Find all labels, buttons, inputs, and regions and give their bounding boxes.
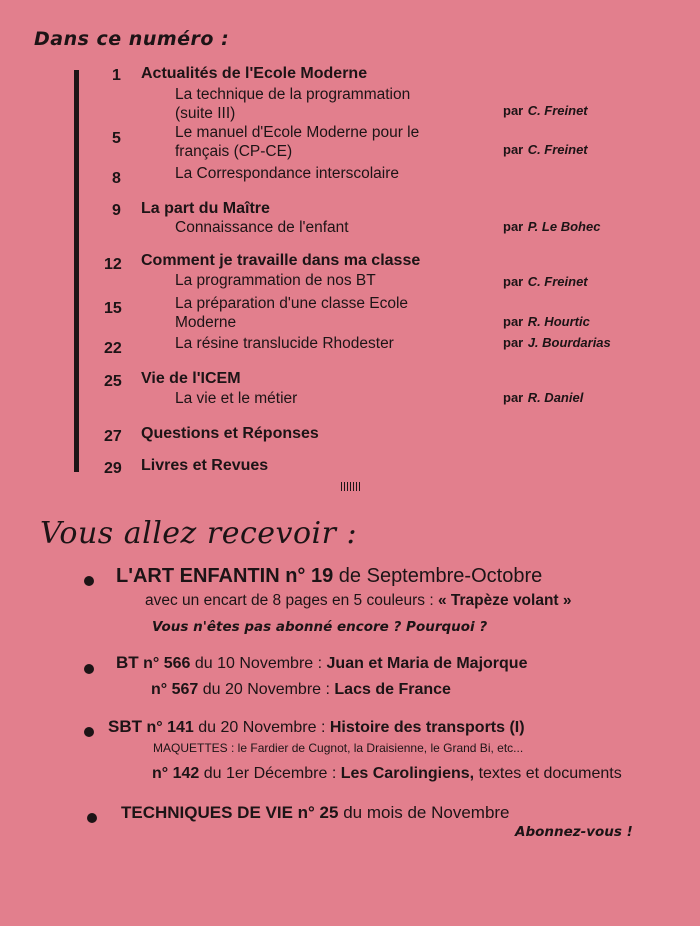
bt-line-2: n° 567 du 20 Novembre : Lacs de France <box>151 681 451 698</box>
toc-byline: par C. Freinet <box>503 103 588 118</box>
bullet-icon <box>84 664 94 674</box>
bullet-icon <box>87 813 97 823</box>
abonnez-vous: Abonnez-vous ! <box>515 824 633 840</box>
sbt-line-2: n° 142 du 1er Décembre : Les Carolingiens, textes et documents <box>152 765 622 782</box>
bt-line-1: BT n° 566 du 10 Novembre : Juan et Maria de Majorque <box>116 653 528 672</box>
art-enfantin-line: L'ART ENFANTIN n° 19 de Septembre-Octobre <box>116 565 543 587</box>
toc-page-number: 29 <box>104 460 122 477</box>
toc-item-title: La programmation de nos BT <box>175 272 376 289</box>
toc-item-title-cont: (suite III) <box>175 105 236 122</box>
art-enfantin-subscribe: Vous n'êtes pas abonné encore ? Pourquoi ? <box>152 619 488 635</box>
toc-vertical-rule <box>74 70 79 472</box>
toc-item-title: Connaissance de l'enfant <box>175 219 349 236</box>
toc-byline: par R. Daniel <box>503 390 584 405</box>
toc-section-title: Actualités de l'Ecole Moderne <box>141 65 368 82</box>
art-enfantin-encart: avec un encart de 8 pages en 5 couleurs : « Trapèze volant » <box>145 592 572 609</box>
toc-section-title: Livres et Revues <box>141 457 269 474</box>
toc-item-title: Le manuel d'Ecole Moderne pour le <box>175 124 420 141</box>
toc-item-title: La vie et le métier <box>175 390 298 407</box>
toc-byline: par R. Hourtic <box>503 314 590 329</box>
toc-page-number: 15 <box>104 300 122 317</box>
toc-section-title: Vie de l'ICEM <box>141 370 241 387</box>
sbt-maquettes: MAQUETTES : le Fardier de Cugnot, la Draisienne, le Grand Bi, etc... <box>153 741 524 755</box>
toc-item-title: La Correspondance interscolaire <box>175 165 400 182</box>
toc-byline: par C. Freinet <box>503 274 588 289</box>
divider-ornament <box>341 482 361 491</box>
toc-byline: par J. Bourdarias <box>503 335 611 350</box>
techniques-de-vie-line: TECHNIQUES DE VIE n° 25 du mois de Novembre <box>121 803 510 822</box>
bullet-icon <box>84 576 94 586</box>
toc-item-title-cont: français (CP-CE) <box>175 143 293 160</box>
recevoir-heading: Vous allez recevoir : <box>40 516 358 551</box>
toc-page-number: 5 <box>112 130 121 147</box>
toc-page-number: 22 <box>104 340 122 357</box>
toc-page-number: 12 <box>104 256 122 273</box>
toc-section-title: Questions et Réponses <box>141 425 319 442</box>
toc-page-number: 25 <box>104 373 122 390</box>
sbt-line-1: SBT n° 141 du 20 Novembre : Histoire des transports (I) <box>108 717 525 736</box>
toc-item-title-cont: Moderne <box>175 314 237 331</box>
toc-byline: par P. Le Bohec <box>503 219 601 234</box>
toc-page-number: 27 <box>104 428 122 445</box>
bullet-icon <box>84 727 94 737</box>
toc-page-number: 9 <box>112 202 121 219</box>
toc-page-number: 8 <box>112 170 121 187</box>
toc-item-title: La technique de la programmation <box>175 86 411 103</box>
toc-section-title: Comment je travaille dans ma classe <box>141 252 421 269</box>
toc-section-title: La part du Maître <box>141 200 270 217</box>
toc-byline: par C. Freinet <box>503 142 588 157</box>
page-heading: Dans ce numéro : <box>34 28 230 50</box>
toc-item-title: La résine translucide Rhodester <box>175 335 394 352</box>
toc-item-title: La préparation d'une classe Ecole <box>175 295 409 312</box>
toc-page-number: 1 <box>112 67 121 84</box>
